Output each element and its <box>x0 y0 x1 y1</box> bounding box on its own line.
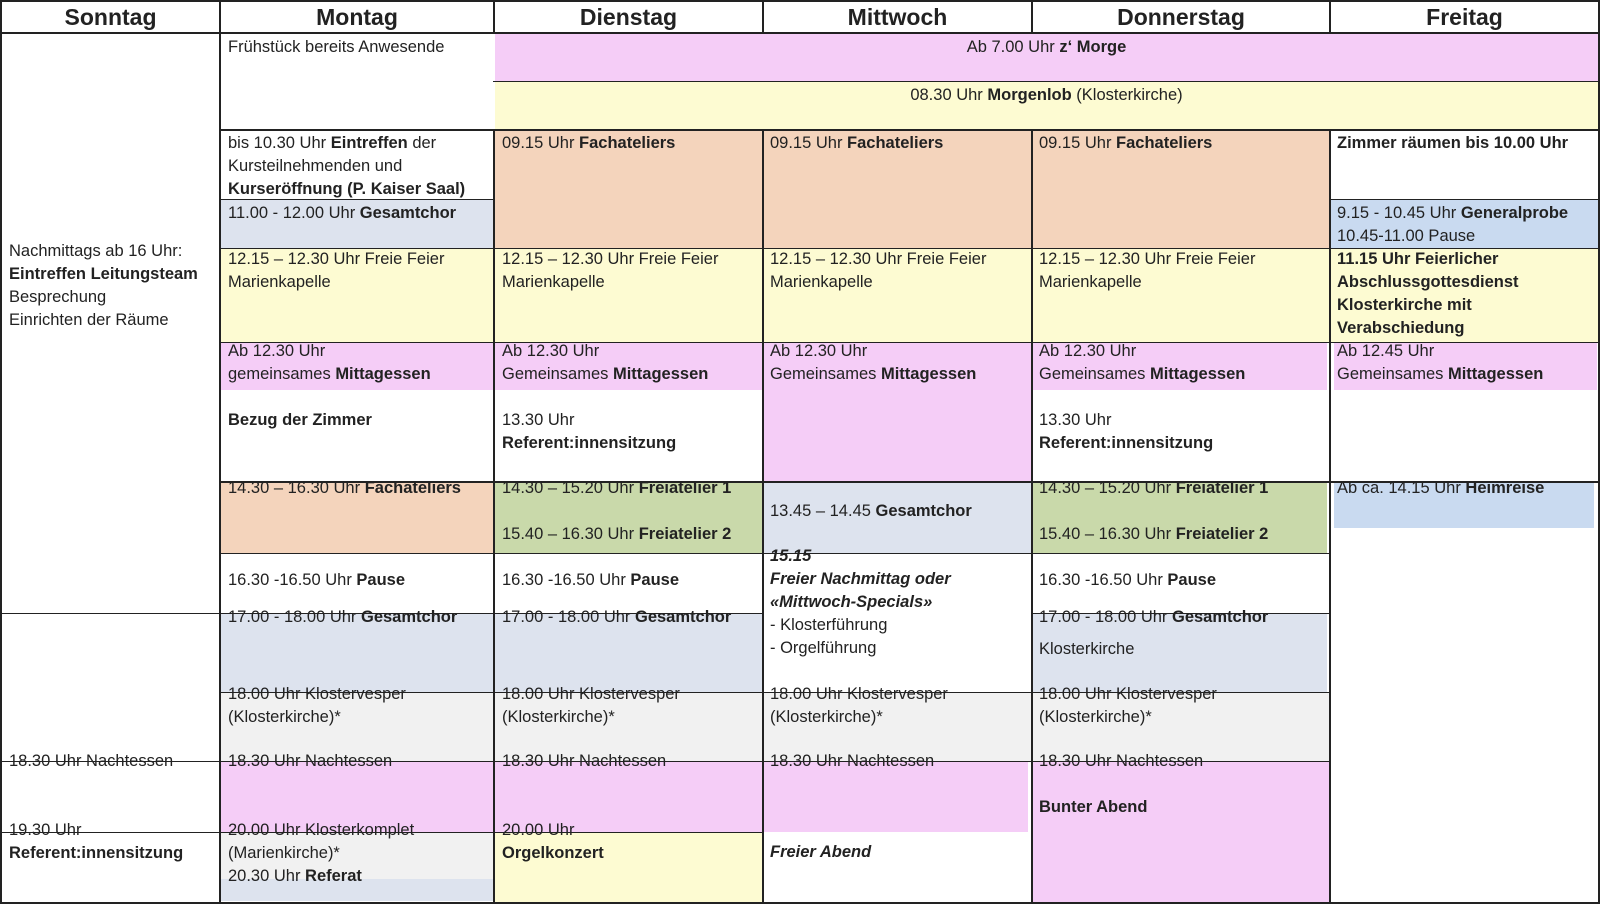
dienstag-choir-pm: 17.00 - 18.00 Uhr Gesamtchor <box>502 608 732 626</box>
day-header-dienstag: Dienstag <box>579 3 678 30</box>
freitag-probe-line2: 10.45-11.00 Pause <box>1337 227 1476 245</box>
mittwoch-lunch-line1: Ab 12.30 Uhr <box>770 342 868 360</box>
montag-lunch-line2: gemeinsames Mittagessen <box>228 365 431 383</box>
montag-komplet-line1: 20.00 Uhr Klosterkomplet <box>228 821 415 839</box>
dienstag-meeting-label: Referent:innensitzung <box>502 434 677 452</box>
mittwoch-afternoon-line5: - Orgelführung <box>770 639 877 657</box>
donnerstag-atelier: 09.15 Uhr Fachateliers <box>1039 134 1213 152</box>
sonntag-evening-label: Referent:innensitzung <box>9 844 184 862</box>
donnerstag-choir-pm: 17.00 - 18.00 Uhr Gesamtchor <box>1039 608 1269 626</box>
dienstag-concert-time: 20.00 Uhr <box>502 821 575 839</box>
montag-lunch-line1: Ab 12.30 Uhr <box>228 342 326 360</box>
dienstag-lunch-line2: Gemeinsames Mittagessen <box>502 365 709 383</box>
day-header-freitag: Freitag <box>1426 3 1503 30</box>
montag-rooms: Bezug der Zimmer <box>228 411 372 429</box>
dienstag-meeting-time: 13.30 Uhr <box>502 411 575 429</box>
mittwoch-feier-line2: Marienkapelle <box>770 273 873 291</box>
montag-vesper-line2: (Klosterkirche)* <box>228 708 341 726</box>
freitag-mass-line3: Klosterkirche mit <box>1337 296 1472 314</box>
donnerstag-vesper-line1: 18.00 Uhr Klostervesper <box>1039 685 1217 703</box>
sonntag-afternoon-line3: Besprechung <box>9 288 107 306</box>
mittwoch-afternoon-line3: «Mittwoch-Specials» <box>770 593 933 611</box>
mittwoch-dinner: 18.30 Uhr Nachtessen <box>770 752 935 770</box>
freitag-probe-line1: 9.15 - 10.45 Uhr Generalprobe <box>1337 204 1569 222</box>
mittwoch-afternoon-line4: - Klosterführung <box>770 616 888 634</box>
dienstag-freiatelier-2: 15.40 – 16.30 Uhr Freiatelier 2 <box>502 525 732 543</box>
morgenlob-label: 08.30 Uhr Morgenlob (Klosterkirche) <box>910 86 1183 104</box>
freitag-mass-line1: 11.15 Uhr Feierlicher <box>1337 250 1499 268</box>
montag-pause: 16.30 -16.50 Uhr Pause <box>228 571 406 589</box>
dienstag-pause: 16.30 -16.50 Uhr Pause <box>502 571 680 589</box>
montag-feier-line1: 12.15 – 12.30 Uhr Freie Feier <box>228 250 445 268</box>
dienstag-freiatelier-1: 14.30 – 15.20 Uhr Freiatelier 1 <box>502 479 732 497</box>
freitag-mass-line2: Abschlussgottesdienst <box>1337 273 1519 291</box>
donnerstag-vesper-line2: (Klosterkirche)* <box>1039 708 1152 726</box>
donnerstag-choir-place: Klosterkirche <box>1039 640 1135 658</box>
donnerstag-meeting-label: Referent:innensitzung <box>1039 434 1214 452</box>
mittwoch-vesper-line2: (Klosterkirche)* <box>770 708 883 726</box>
day-header-sonntag: Sonntag <box>64 3 157 30</box>
dienstag-atelier: 09.15 Uhr Fachateliers <box>502 134 676 152</box>
montag-vesper-line1: 18.00 Uhr Klostervesper <box>228 685 406 703</box>
donnerstag-feier-line1: 12.15 – 12.30 Uhr Freie Feier <box>1039 250 1256 268</box>
dienstag-dinner: 18.30 Uhr Nachtessen <box>502 752 667 770</box>
montag-arrival-line2: Kursteilnehmenden und <box>228 157 403 175</box>
mittwoch-evening: Freier Abend <box>770 843 872 861</box>
donnerstag-evening-block <box>1033 762 1330 903</box>
freitag-lunch-line2: Gemeinsames Mittagessen <box>1337 365 1544 383</box>
donnerstag-lunch-line1: Ab 12.30 Uhr <box>1039 342 1137 360</box>
dienstag-feier-line2: Marienkapelle <box>502 273 605 291</box>
donnerstag-pause: 16.30 -16.50 Uhr Pause <box>1039 571 1217 589</box>
dienstag-vesper-line2: (Klosterkirche)* <box>502 708 615 726</box>
montag-dinner: 18.30 Uhr Nachtessen <box>228 752 393 770</box>
freitag-mass-line4: Verabschiedung <box>1337 319 1465 337</box>
montag-referat: 20.30 Uhr Referat <box>228 867 362 885</box>
mittwoch-choir: 13.45 – 14.45 Gesamtchor <box>770 502 972 520</box>
dienstag-vesper-line1: 18.00 Uhr Klostervesper <box>502 685 680 703</box>
donnerstag-freiatelier-1: 14.30 – 15.20 Uhr Freiatelier 1 <box>1039 479 1269 497</box>
day-header-mittwoch: Mittwoch <box>847 3 948 30</box>
sonntag-dinner: 18.30 Uhr Nachtessen <box>9 752 174 770</box>
mittwoch-afternoon-line1: 15.15 <box>770 547 812 565</box>
day-header-donnerstag: Donnerstag <box>1117 3 1245 30</box>
donnerstag-meeting-time: 13.30 Uhr <box>1039 411 1112 429</box>
sonntag-afternoon-line2: Eintreffen Leitungsteam <box>9 265 198 283</box>
sonntag-afternoon-line4: Einrichten der Räume <box>9 311 169 329</box>
freitag-departure: Ab ca. 14.15 Uhr Heimreise <box>1337 479 1545 497</box>
sonntag-afternoon-line1: Nachmittags ab 16 Uhr: <box>9 242 183 260</box>
montag-choir-am: 11.00 - 12.00 Uhr Gesamtchor <box>228 204 457 222</box>
mittwoch-vesper-line1: 18.00 Uhr Klostervesper <box>770 685 948 703</box>
donnerstag-feier-line2: Marienkapelle <box>1039 273 1142 291</box>
dienstag-concert-label: Orgelkonzert <box>502 844 604 862</box>
montag-atelier: 14.30 – 16.30 Uhr Fachateliers <box>228 479 461 497</box>
mittwoch-afternoon-line2: Freier Nachmittag oder <box>770 570 951 588</box>
mittwoch-feier-line1: 12.15 – 12.30 Uhr Freie Feier <box>770 250 987 268</box>
donnerstag-dinner: 18.30 Uhr Nachtessen <box>1039 752 1204 770</box>
mittwoch-lunch-line2: Gemeinsames Mittagessen <box>770 365 977 383</box>
montag-arrival-line1: bis 10.30 Uhr Eintreffen der <box>228 134 437 152</box>
freitag-lunch-line1: Ab 12.45 Uhr <box>1337 342 1435 360</box>
montag-breakfast: Frühstück bereits Anwesende <box>228 38 445 56</box>
sonntag-evening-time: 19.30 Uhr <box>9 821 82 839</box>
montag-choir-pm: 17.00 - 18.00 Uhr Gesamtchor <box>228 608 458 626</box>
mittwoch-atelier: 09.15 Uhr Fachateliers <box>770 134 944 152</box>
dienstag-lunch-line1: Ab 12.30 Uhr <box>502 342 600 360</box>
day-header-montag: Montag <box>316 3 398 30</box>
donnerstag-freiatelier-2: 15.40 – 16.30 Uhr Freiatelier 2 <box>1039 525 1269 543</box>
dienstag-feier-line1: 12.15 – 12.30 Uhr Freie Feier <box>502 250 719 268</box>
donnerstag-evening: Bunter Abend <box>1039 798 1148 816</box>
zmorge-label: Ab 7.00 Uhr z‘ Morge <box>966 38 1127 56</box>
montag-arrival-line3: Kurseröffnung (P. Kaiser Saal) <box>228 180 466 198</box>
freitag-rooms: Zimmer räumen bis 10.00 Uhr <box>1337 134 1569 152</box>
montag-komplet-line2: (Marienkirche)* <box>228 844 340 862</box>
montag-feier-line2: Marienkapelle <box>228 273 331 291</box>
donnerstag-lunch-line2: Gemeinsames Mittagessen <box>1039 365 1246 383</box>
